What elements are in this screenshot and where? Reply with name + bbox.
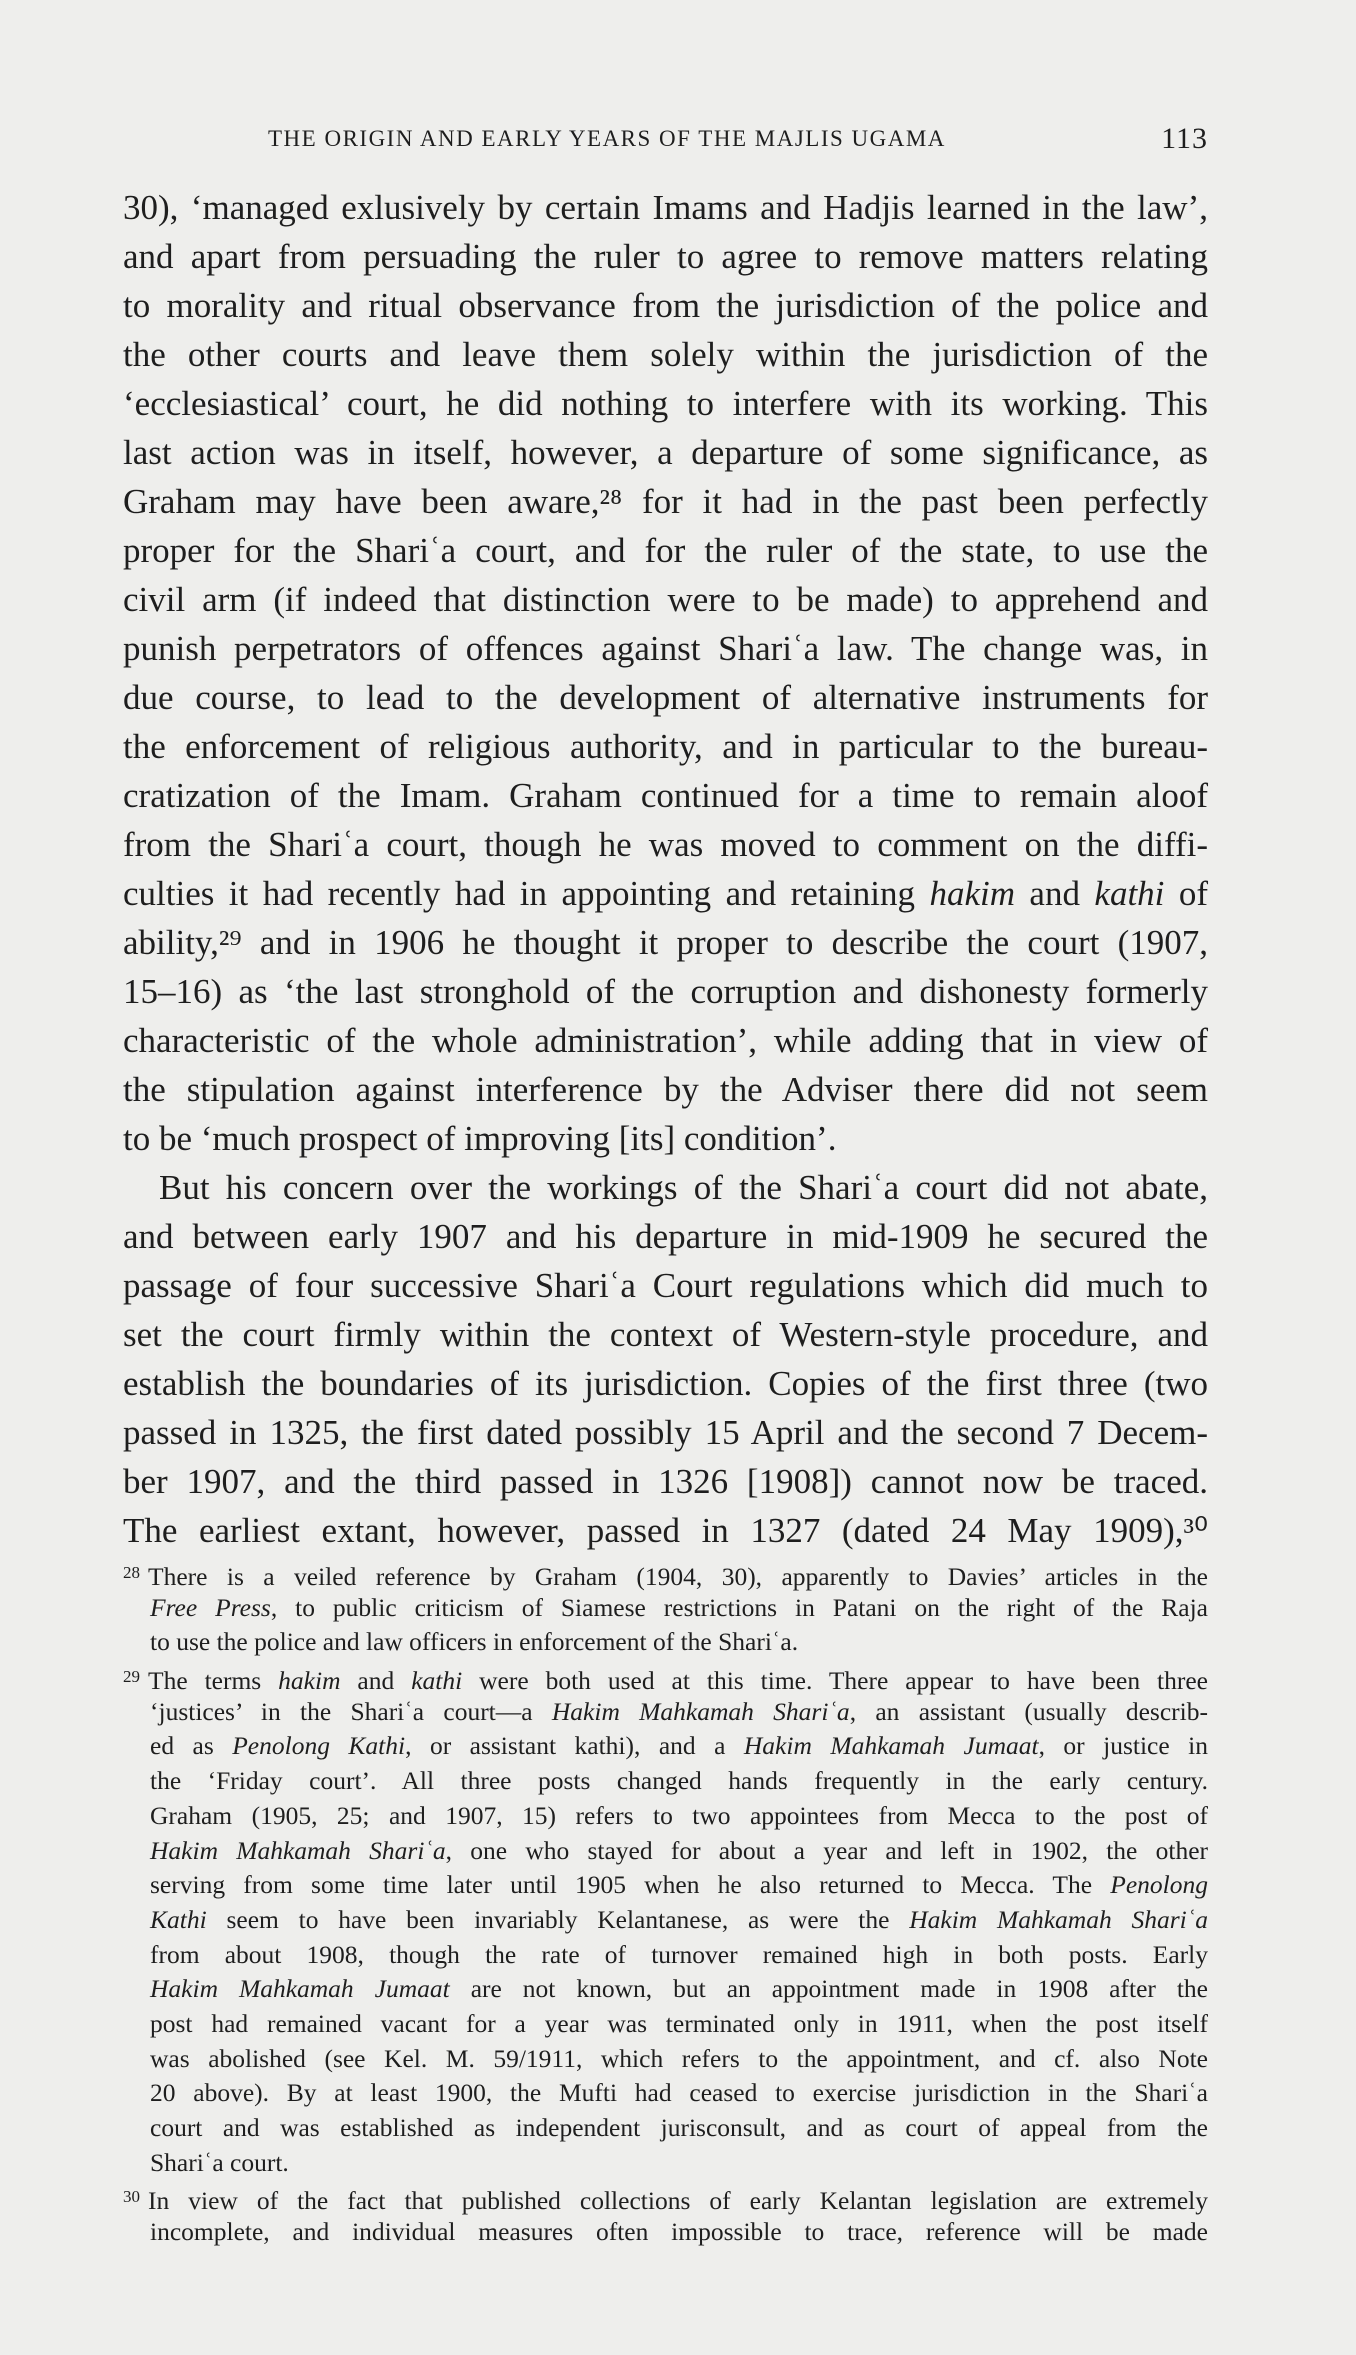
text-run: , or justice in bbox=[1038, 1731, 1208, 1761]
text-run: , to public criticism of Siamese restrictions in Patani on the right of the Raja bbox=[270, 1592, 1208, 1622]
running-title: THE ORIGIN AND EARLY YEARS OF THE MAJLIS UGAMA bbox=[268, 126, 946, 151]
body-line bbox=[123, 1506, 1208, 1555]
italic-text: hakim bbox=[278, 1666, 341, 1696]
body-line bbox=[123, 575, 1208, 624]
footnote-marker: 30 bbox=[123, 2187, 140, 2207]
italic-text: Penolong Kathi bbox=[232, 1731, 406, 1761]
body-line bbox=[123, 1163, 1208, 1212]
text-run: due course, to lead to the development of alternative instruments for bbox=[123, 678, 1208, 717]
body-line bbox=[123, 1261, 1208, 1310]
text-run: of bbox=[1164, 874, 1208, 913]
footnote-line bbox=[123, 2042, 1208, 2077]
body-line bbox=[123, 869, 1208, 918]
body-line bbox=[123, 967, 1208, 1016]
text-run: passed in 1325, the first dated possibly 15 April and the second 7 Decem- bbox=[123, 1413, 1208, 1452]
text-run: incomplete, and individual measures often impossible to trace, reference will be made bbox=[150, 2217, 1208, 2247]
italic-text: Free Press bbox=[150, 1592, 271, 1622]
page-number: 113 bbox=[1161, 122, 1208, 155]
footnote-line bbox=[123, 2146, 1208, 2181]
text-run: court and was established as independent jurisconsult, and as court of appeal from the bbox=[150, 2113, 1208, 2142]
text-run: the enforcement of religious authority, and in particular to the bureau- bbox=[123, 727, 1208, 766]
footnote-line bbox=[123, 2111, 1208, 2146]
body-line bbox=[123, 1408, 1208, 1457]
body-line bbox=[123, 918, 1208, 967]
body-line bbox=[123, 477, 1208, 526]
footnote-28 bbox=[123, 1556, 1208, 1660]
text-run: The earliest extant, however, passed in 1327 (dated 24 May 1909),³⁰ bbox=[123, 1511, 1208, 1550]
body-line bbox=[123, 1310, 1208, 1359]
text-run: were both used at this time. There appear to have been three bbox=[462, 1666, 1208, 1696]
body-line bbox=[123, 1065, 1208, 1114]
text-run: There is a veiled reference by Graham (1904, 30), apparently to Davies’ articles in the bbox=[148, 1562, 1208, 1591]
body-line bbox=[123, 428, 1208, 477]
italic-text: Hakim Mahkamah Shariʿa bbox=[150, 1835, 446, 1865]
text-run: , one who stayed for about a year and left in 1902, the other bbox=[445, 1835, 1209, 1865]
footnote-line bbox=[123, 1764, 1208, 1799]
footnote-line bbox=[123, 1903, 1208, 1938]
body-line bbox=[123, 330, 1208, 379]
body-line bbox=[123, 1016, 1208, 1065]
text-run: ability,²⁹ and in 1906 he thought it proper to describe the court (1907, bbox=[123, 923, 1208, 962]
text-run: the ‘Friday court’. All three posts changed hands frequently in the early century. bbox=[150, 1766, 1208, 1796]
body-line bbox=[123, 820, 1208, 869]
text-run: Graham may have been aware,²⁸ for it had in the past been perfectly bbox=[123, 482, 1208, 521]
text-run: and apart from persuading the ruler to agree to remove matters relating bbox=[123, 237, 1208, 276]
text-run: Shariʿa court. bbox=[150, 2147, 289, 2177]
body-line bbox=[123, 673, 1208, 722]
italic-text: Hakim Mahkamah Jumaat bbox=[150, 1974, 450, 2004]
footnote-29 bbox=[123, 1660, 1208, 2180]
text-run: the stipulation against interference by the Adviser there did not seem bbox=[123, 1070, 1208, 1109]
body-line bbox=[123, 526, 1208, 575]
text-run: serving from some time later until 1905 when he also returned to Mecca. The bbox=[150, 1870, 1111, 1900]
footnote-line bbox=[123, 1695, 1208, 1730]
text-run: was abolished (see Kel. M. 59/1911, which refers to the appointment, and cf. also Note bbox=[150, 2043, 1208, 2073]
body-line bbox=[123, 1457, 1208, 1506]
footnote-marker: 29 bbox=[123, 1667, 140, 1687]
body-line bbox=[123, 379, 1208, 428]
text-run: set the court firmly within the context of Western-style procedure, and bbox=[123, 1315, 1208, 1354]
italic-text: hakim bbox=[929, 874, 1015, 913]
footnote-30 bbox=[123, 2180, 1208, 2249]
running-header bbox=[123, 122, 1208, 166]
footnote-line bbox=[123, 1938, 1208, 1973]
text-run: establish the boundaries of its jurisdiction. Copies of the first three (two bbox=[123, 1364, 1208, 1403]
footnote-line bbox=[123, 1556, 1208, 1591]
text-run: ‘justices’ in the Shariʿa court—a bbox=[150, 1696, 552, 1726]
footnote-line bbox=[123, 2076, 1208, 2111]
text-run: cratization of the Imam. Graham continued for a time to remain aloof bbox=[123, 776, 1208, 815]
text-run: to morality and ritual observance from the jurisdiction of the police and bbox=[123, 286, 1208, 325]
text-run: and bbox=[340, 1666, 412, 1696]
italic-text: Penolong bbox=[1110, 1870, 1208, 1900]
text-run: passage of four successive Shariʿa Court regulations which did much to bbox=[123, 1266, 1208, 1305]
body-line bbox=[123, 1212, 1208, 1261]
footnote-line bbox=[123, 1799, 1208, 1834]
text-run: , an assistant (usually describ- bbox=[849, 1696, 1208, 1726]
footnote-line bbox=[123, 1972, 1208, 2007]
footnote-line bbox=[123, 2215, 1208, 2250]
footnote-line bbox=[123, 1591, 1208, 1626]
text-run: 30), ‘managed exlusively by certain Imams and Hadjis learned in the law’, bbox=[123, 188, 1208, 227]
text-run: to be ‘much prospect of improving [its] condition’. bbox=[123, 1119, 837, 1158]
text-run: civil arm (if indeed that distinction were to be made) to apprehend and bbox=[123, 580, 1208, 619]
body-line bbox=[123, 183, 1208, 232]
footnote-line bbox=[123, 1729, 1208, 1764]
italic-text: Kathi bbox=[150, 1904, 207, 1934]
text-run: The terms bbox=[148, 1666, 279, 1696]
text-run: and bbox=[1014, 874, 1095, 913]
text-run: , or assistant kathi), and a bbox=[405, 1731, 744, 1761]
text-run: from the Shariʿa court, though he was moved to comment on the diffi- bbox=[123, 825, 1208, 864]
text-run: ‘ecclesiastical’ court, he did nothing to interfere with its working. This bbox=[123, 384, 1208, 423]
text-run: seem to have been invariably Kelantanese, as were the bbox=[206, 1904, 910, 1934]
text-run: proper for the Shariʿa court, and for the ruler of the state, to use the bbox=[123, 531, 1208, 570]
body-line bbox=[123, 1114, 1208, 1163]
text-run: But his concern over the workings of the Shariʿa court did not abate, bbox=[159, 1168, 1208, 1207]
body-line bbox=[123, 624, 1208, 673]
body-line bbox=[123, 281, 1208, 330]
italic-text: kathi bbox=[1094, 874, 1165, 913]
body-line bbox=[123, 722, 1208, 771]
body-line bbox=[123, 232, 1208, 281]
text-run: and between early 1907 and his departure in mid-1909 he secured the bbox=[123, 1217, 1208, 1256]
footnote-line bbox=[123, 2180, 1208, 2215]
text-run: punish perpetrators of offences against Shariʿa law. The change was, in bbox=[123, 629, 1208, 668]
text-run: ed as bbox=[150, 1731, 233, 1761]
text-run: from about 1908, though the rate of turnover remained high in both posts. Early bbox=[150, 1939, 1208, 1969]
footnote-line bbox=[123, 1660, 1208, 1695]
text-run: 20 above). By at least 1900, the Mufti had ceased to exercise jurisdiction in the Shariʿa bbox=[150, 2078, 1208, 2108]
text-run: characteristic of the whole administration’, while adding that in view of bbox=[123, 1021, 1208, 1060]
text-run: 15–16) as ‘the last stronghold of the corruption and dishonesty formerly bbox=[123, 972, 1208, 1011]
body-text bbox=[123, 183, 1208, 1555]
footnote-marker: 28 bbox=[123, 1563, 140, 1582]
text-run: the other courts and leave them solely within the jurisdiction of the bbox=[123, 335, 1208, 374]
footnote-line bbox=[123, 1868, 1208, 1903]
text-run: last action was in itself, however, a departure of some significance, as bbox=[123, 433, 1208, 472]
italic-text: Hakim Mahkamah Shariʿa bbox=[909, 1904, 1208, 1934]
italic-text: Hakim Mahkamah Shariʿa bbox=[551, 1696, 850, 1726]
footnote-line bbox=[123, 1834, 1208, 1869]
body-line bbox=[123, 771, 1208, 820]
text-run: are not known, but an appointment made in 1908 after the bbox=[449, 1974, 1209, 2004]
italic-text: kathi bbox=[411, 1666, 463, 1696]
text-run: to use the police and law officers in enforcement of the Shariʿa. bbox=[150, 1627, 799, 1657]
footnotes bbox=[123, 1556, 1208, 2250]
body-line bbox=[123, 1359, 1208, 1408]
text-run: ber 1907, and the third passed in 1326 [1908]) cannot now be traced. bbox=[123, 1462, 1208, 1501]
text-run: culties it had recently had in appointing and retaining bbox=[123, 874, 930, 913]
footnote-line bbox=[123, 1625, 1208, 1660]
footnote-line bbox=[123, 2007, 1208, 2042]
text-run: post had remained vacant for a year was terminated only in 1911, when the post itself bbox=[150, 2008, 1208, 2038]
italic-text: Hakim Mahkamah Jumaat bbox=[743, 1731, 1039, 1761]
text-run: In view of the fact that published collections of early Kelantan legislation are extremely bbox=[148, 2186, 1208, 2216]
text-run: Graham (1905, 25; and 1907, 15) refers to two appointees from Mecca to the post of bbox=[150, 1800, 1208, 1830]
